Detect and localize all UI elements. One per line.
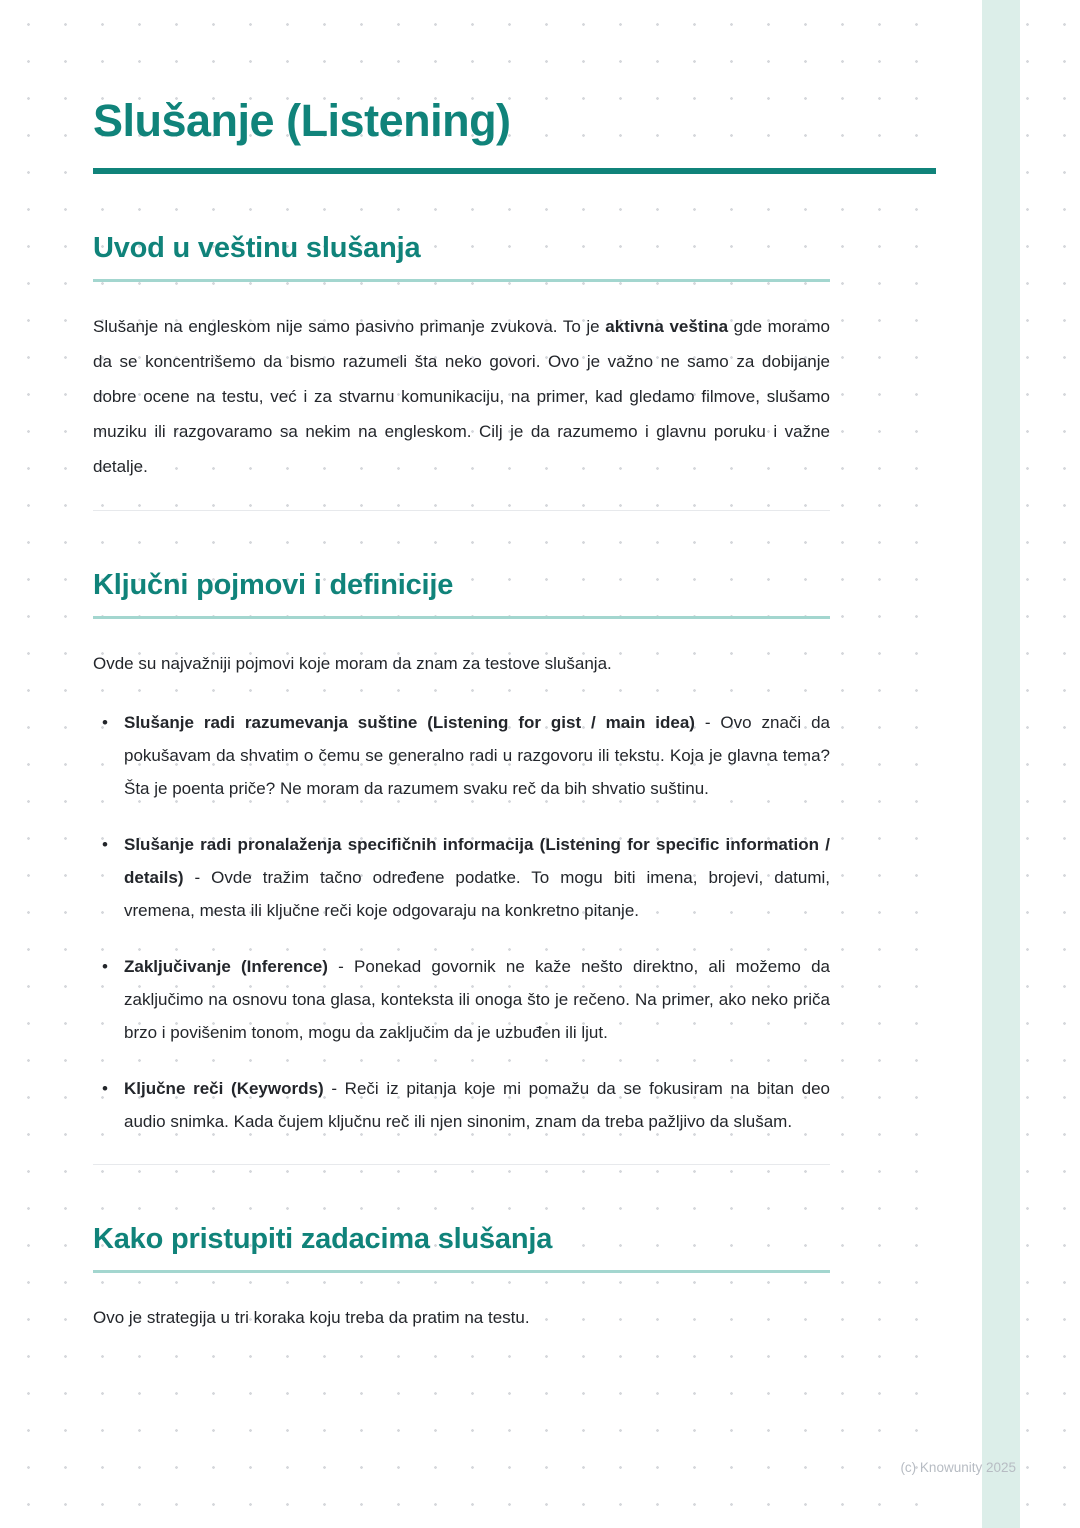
bullet-icon: • (102, 834, 108, 854)
intro-paragraph-bold-term: aktivna veština (605, 316, 729, 336)
term-definition: - Reči iz pitanja koje mi pomažu da se fokusiram na bitan deo audio snimka. Kada čujem ključnu reč ili njen sinonim, znam da treba pažljivo da slušam. (124, 1078, 831, 1131)
document-content (93, 0, 830, 1335)
approach-intro-paragraph: Ovo je strategija u tri koraka koju treba da pratim na testu. (93, 1307, 530, 1327)
term-definition: - Ovo znači da pokušavam da shvatim o čemu se generalno radi u razgovoru ili tekstu. Koja je glavna tema? Šta je poenta priče? Ne moram da razumem svaku reč da bih shvatio suštinu. (124, 712, 831, 798)
section-soft-divider (93, 510, 830, 511)
term-title: Slušanje radi pronalaženja specifičnih informacija (Listening for specific information / details) (124, 834, 830, 887)
list-item (93, 1072, 830, 1138)
terms-intro-paragraph: Ovde su najvažniji pojmovi koje moram da znam za testove slušanja. (93, 653, 612, 673)
term-definition: - Ovde tražim tačno određene podatke. To mogu biti imena, brojevi, datumi, vremena, mesta ili ključne reči koje odgovaraju na konkretno pitanje. (124, 867, 830, 920)
intro-paragraph (93, 309, 830, 484)
list-item (93, 950, 830, 1049)
bullet-icon: • (102, 712, 108, 732)
title-divider-rule (93, 168, 936, 174)
term-title: Ključne reči (Keywords) (124, 1078, 324, 1098)
intro-paragraph-segment: Slušanje na engleskom nije samo pasivno primanje zvukova. To je (93, 316, 606, 336)
section-heading-intro: Uvod u veštinu slušanja (93, 232, 830, 282)
key-terms-list (93, 706, 830, 1138)
footer-credit: (c) Knowunity 2025 (900, 1460, 1016, 1475)
term-title: Slušanje radi razumevanja suštine (Listening for gist / main idea) (124, 712, 695, 732)
right-accent-mint-stripe (982, 0, 1020, 1528)
section-soft-divider (93, 1164, 830, 1165)
list-item (93, 706, 830, 805)
page-title: Slušanje (Listening) (93, 95, 511, 146)
section-heading-approach: Kako pristupiti zadacima slušanja (93, 1223, 830, 1273)
term-definition: - Ponekad govornik ne kaže nešto direktno, ali možemo da zaključimo na osnovu tona glasa, konteksta ili onoga što je rečeno. Na primer, ako neko priča brzo i povišenim tonom, mogu da zaključim da je uzbuđen ili ljut. (124, 956, 830, 1042)
bullet-icon: • (102, 1078, 108, 1098)
list-item (93, 828, 830, 927)
right-gutter-white-stripe (950, 0, 982, 1528)
intro-paragraph-segment: gde moramo da se koncentrišemo da bismo razumeli šta neko govori. Ovo je važno ne samo za dobijanje dobre ocene na testu, već i za stvarnu komunikaciju, na primer, kad gledamo filmove, slušamo muziku ili razgovaramo sa nekim na engleskom. Cilj je da razumemo i glavnu poruku i važne detalje. (93, 316, 830, 476)
bullet-icon: • (102, 956, 108, 976)
section-heading-terms: Ključni pojmovi i definicije (93, 569, 830, 619)
term-title: Zaključivanje (Inference) (124, 956, 328, 976)
